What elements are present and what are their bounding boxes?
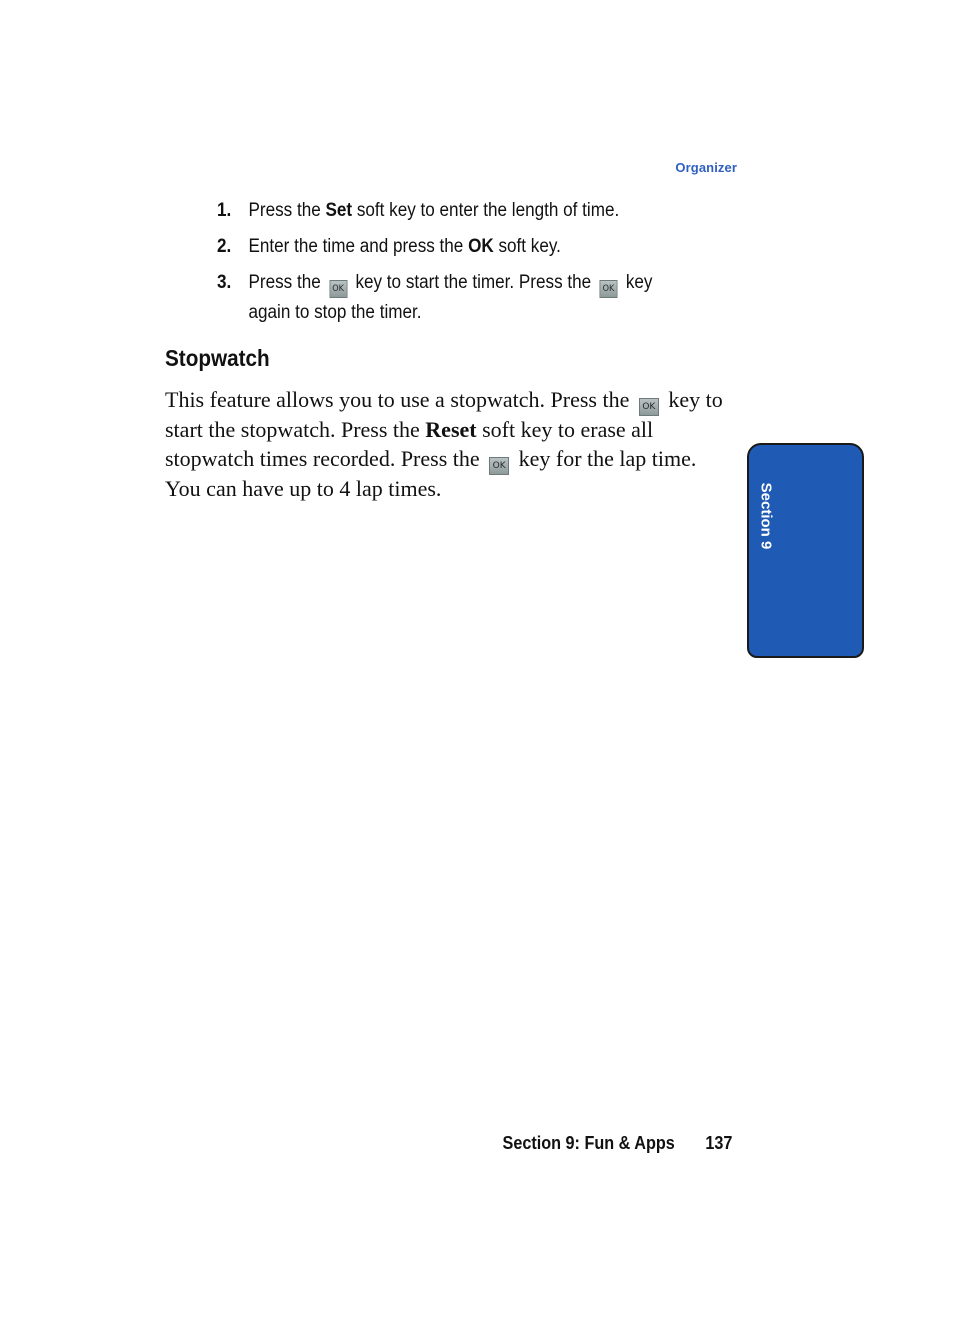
section-heading: Stopwatch xyxy=(165,345,270,371)
paragraph-text: soft key to erase all stopwatch times recorded. Press the xyxy=(165,417,654,471)
step-text: soft key. xyxy=(493,236,561,257)
page-footer xyxy=(502,1133,732,1154)
ok-key-icon: OK xyxy=(600,280,618,298)
step-item xyxy=(217,268,667,328)
paragraph-text: key to start the stopwatch. Press the xyxy=(165,387,723,442)
step-number: 1. xyxy=(217,200,232,221)
set-key-label: Set xyxy=(325,200,353,221)
step-text: key to start the timer. Press the xyxy=(350,272,596,293)
section-tab xyxy=(747,443,864,658)
paragraph-text: This feature allows you to use a stopwatch. Press the xyxy=(165,387,635,412)
section-tab-label: Section 9 xyxy=(757,482,774,549)
step-text: Press the xyxy=(248,200,326,221)
step-text: Press the xyxy=(248,272,326,293)
paragraph-text: key for the lap time. You can have up to 4 lap times. xyxy=(165,445,697,501)
running-header: Organizer xyxy=(675,160,737,175)
footer-section-title: Section 9: Fun & Apps xyxy=(502,1133,675,1153)
step-text: key again to stop the timer. xyxy=(248,272,653,323)
page-number: 137 xyxy=(704,1133,732,1153)
reset-key-label: Reset xyxy=(425,417,477,442)
step-list xyxy=(217,196,667,334)
ok-key-label: OK xyxy=(468,236,494,257)
ok-key-icon: OK xyxy=(639,398,659,416)
step-text: soft key to enter the length of time. xyxy=(352,200,620,221)
step-number: 2. xyxy=(217,236,232,257)
ok-key-icon: OK xyxy=(329,280,347,298)
step-number: 3. xyxy=(217,272,232,293)
step-item xyxy=(217,232,667,262)
step-text: Enter the time and press the xyxy=(248,236,469,257)
step-item xyxy=(217,196,667,226)
stopwatch-description xyxy=(165,386,735,503)
ok-key-icon: OK xyxy=(489,457,509,475)
